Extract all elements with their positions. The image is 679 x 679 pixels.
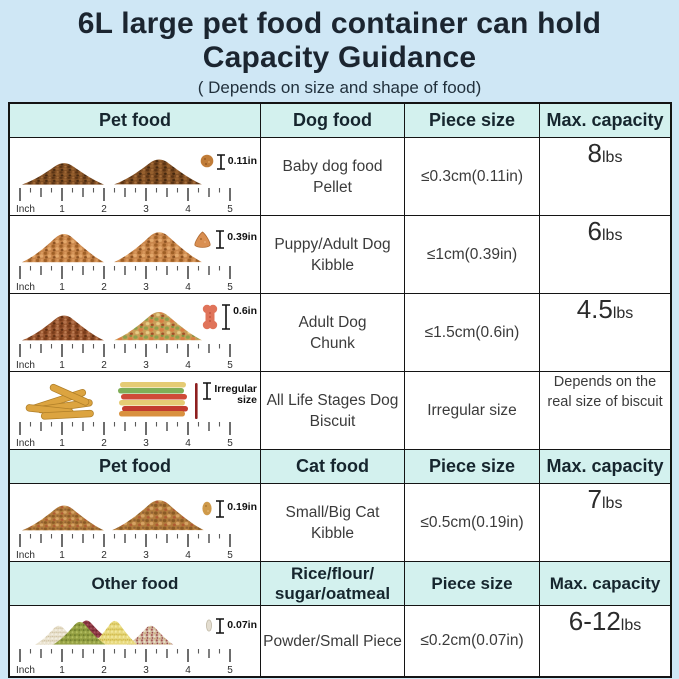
kibble-icon: [192, 230, 213, 248]
size-marker: [192, 382, 257, 420]
size-marker: [192, 230, 257, 249]
capacity-cell: 6 lbs: [540, 216, 670, 294]
food-name-cell: All Life Stages Dog Biscuit: [261, 372, 405, 450]
size-marker-label: 0.6in: [233, 305, 257, 317]
food-image-cell: [10, 216, 261, 294]
table-row-powder: [10, 606, 670, 676]
header-max-capacity: Max. capacity: [540, 562, 670, 606]
capacity-table: [8, 102, 672, 678]
table-row-biscuit: [10, 372, 670, 450]
header-dog-food: Dog food: [261, 104, 405, 138]
header-piece-size: Piece size: [405, 104, 540, 138]
irregular-stick-icon: [192, 382, 200, 420]
page-title-line2: Capacity Guidance: [202, 41, 477, 74]
header-row-cat: [10, 450, 670, 484]
table-row-cat-kibble: [10, 484, 670, 562]
header-piece-size: Piece size: [405, 450, 540, 484]
bone-treat-icon: [201, 304, 219, 330]
size-marker: [201, 500, 257, 518]
piece-size-cell: ≤0.3cm(0.11in): [405, 138, 540, 216]
pellet-pile-image: [112, 156, 204, 186]
piece-size-cell: ≤0.2cm(0.07in): [405, 606, 540, 676]
capacity-cell: 4.5 lbs: [540, 294, 670, 372]
inch-ruler: [14, 187, 242, 214]
page-title: 6L large pet food container can hold: [77, 7, 602, 40]
capacity-cell: 8 lbs: [540, 138, 670, 216]
capacity-cell: 7 lbs: [540, 484, 670, 562]
piece-size-cell: Irregular size: [405, 372, 540, 450]
food-image-cell: [10, 294, 261, 372]
biscuit-sticks-image: [22, 382, 106, 420]
table-row-puppy-adult: [10, 216, 670, 294]
food-image-cell: [10, 372, 261, 450]
cat-kibble-pile-image: [20, 502, 106, 532]
header-rice-flour: Rice/flour/ sugar/oatmeal: [261, 562, 405, 606]
size-marker: [205, 618, 257, 634]
header-other-food: Other food: [10, 562, 261, 606]
piece-size-cell: ≤1.5cm(0.6in): [405, 294, 540, 372]
piece-size-cell: ≤1cm(0.39in): [405, 216, 540, 294]
inch-ruler: [14, 648, 242, 675]
header-piece-size: Piece size: [405, 562, 540, 606]
food-name-cell: Small/Big Cat Kibble: [261, 484, 405, 562]
chunk-pile-image: [112, 308, 204, 342]
header-max-capacity: Max. capacity: [540, 104, 670, 138]
food-image-cell: [10, 138, 261, 216]
food-name-cell: Adult Dog Chunk: [261, 294, 405, 372]
header-row-dog: [10, 104, 670, 138]
capacity-cell: Depends on the real size of biscuit: [540, 372, 670, 450]
size-marker: [201, 304, 257, 330]
cat-kibble-pile-image: [110, 496, 206, 532]
grain-icon: [205, 618, 213, 633]
pellet-icon: [200, 154, 214, 168]
header-max-capacity: Max. capacity: [540, 450, 670, 484]
measure-ibeam-icon: [216, 154, 226, 170]
food-name-cell: Puppy/Adult Dog Kibble: [261, 216, 405, 294]
table-row-adult-dog: [10, 294, 670, 372]
measure-ibeam-icon: [215, 618, 225, 634]
measure-ibeam-icon: [215, 500, 225, 518]
size-marker-label: 0.11in: [227, 155, 257, 167]
inch-ruler: [14, 343, 242, 370]
food-name-cell: Powder/Small Piece: [261, 606, 405, 676]
table-row-baby-dog: [10, 138, 670, 216]
size-marker: [200, 154, 257, 170]
cat-pellet-icon: [201, 500, 213, 517]
page-subtitle: ( Depends on size and shape of food): [197, 78, 482, 97]
food-name-cell: Baby dog food Pellet: [261, 138, 405, 216]
size-marker-label: 0.07in: [227, 619, 257, 631]
measure-ibeam-icon: [202, 382, 212, 400]
capacity-cell: 6-12 lbs: [568, 606, 642, 636]
inch-ruler: [14, 265, 242, 292]
kibble-pile-image: [20, 230, 106, 264]
kibble-pile-image: [112, 228, 204, 264]
header-pet-food: Pet food: [10, 450, 261, 484]
pellet-pile-image: [20, 160, 106, 186]
inch-ruler: [14, 533, 242, 560]
inch-ruler: [14, 421, 242, 448]
food-image-cell: [10, 606, 261, 676]
grain-piles-image: [32, 606, 182, 648]
size-marker-label: 0.39in: [227, 231, 257, 243]
colored-sticks-image: [114, 380, 192, 417]
measure-ibeam-icon: [221, 304, 231, 330]
measure-ibeam-icon: [215, 230, 225, 249]
piece-size-cell: ≤0.5cm(0.19in): [405, 484, 540, 562]
header-row-other: [10, 562, 670, 606]
header-cat-food: Cat food: [261, 450, 405, 484]
chunk-pile-image: [20, 312, 106, 342]
size-marker-label: Irregular size: [214, 383, 257, 406]
food-image-cell: [10, 484, 261, 562]
size-marker-label: 0.19in: [227, 501, 257, 513]
header-pet-food: Pet food: [10, 104, 261, 138]
